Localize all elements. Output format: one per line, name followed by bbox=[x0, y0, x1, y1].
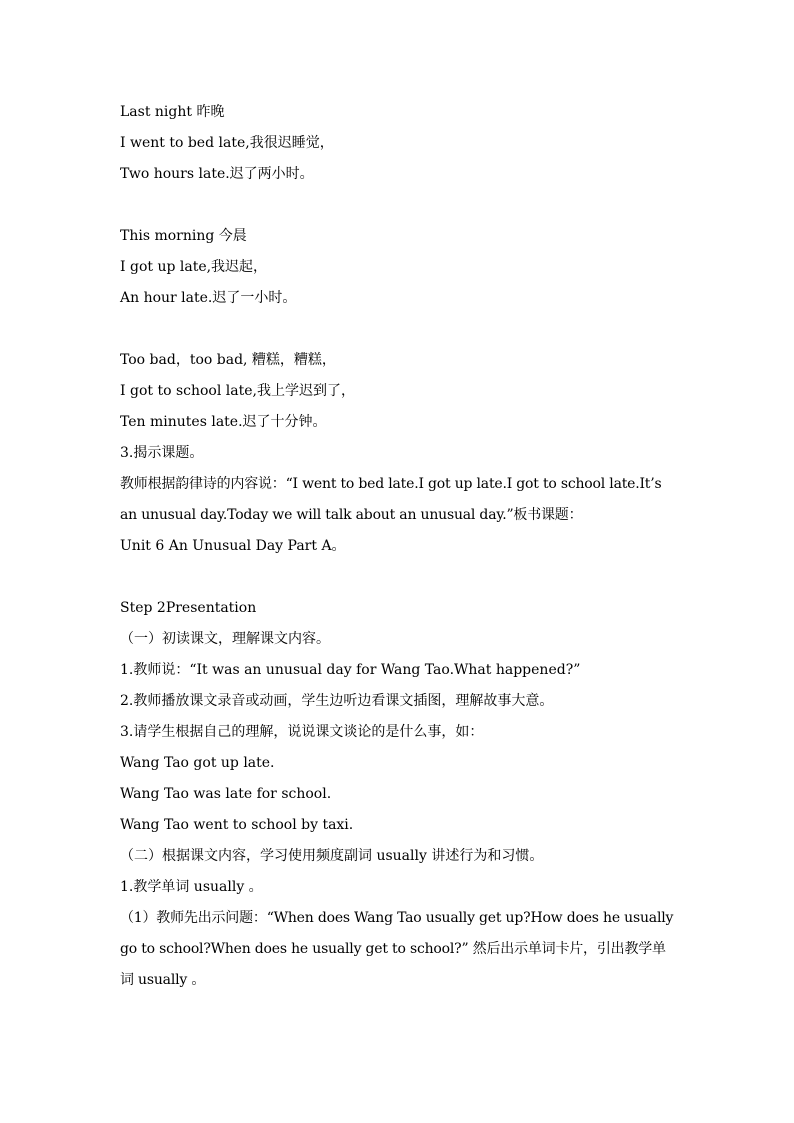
example-line: Wang Tao went to school by taxi. bbox=[120, 817, 354, 833]
example-line: Wang Tao was late for school. bbox=[120, 786, 332, 802]
text-line: 1.教师说：“It was an unusual day for Wang Tao.What happened?” bbox=[120, 662, 581, 678]
text-line: I got up late,我迟起， bbox=[120, 259, 268, 275]
text-line: Ten minutes late.迟了十分钟。 bbox=[120, 414, 327, 430]
example-line: Wang Tao got up late. bbox=[120, 755, 275, 771]
text-line: 1.教学单词 usually 。 bbox=[120, 879, 263, 895]
text-line: This morning 今晨 bbox=[120, 228, 247, 244]
text-line: Too bad，too bad, 糟糕，糟糕， bbox=[120, 352, 336, 368]
subsection-heading: （二）根据课文内容，学习使用频度副词 usually 讲述行为和习惯。 bbox=[120, 848, 544, 864]
section-heading: 3.揭示课题。 bbox=[120, 445, 204, 461]
lesson-title: Unit 6 An Unusual Day Part A。 bbox=[120, 538, 346, 554]
step-heading: Step 2Presentation bbox=[120, 600, 257, 616]
paragraph: （1）教师先出示问题：“When does Wang Tao usually get up?How does he usually go to school?When does he usually get to school?” 然后出示单词卡片，引出教学单词 usually 。 bbox=[120, 910, 674, 988]
blank-line bbox=[120, 314, 676, 345]
blank-line bbox=[120, 190, 676, 221]
text-line: I went to bed late,我很迟睡觉， bbox=[120, 135, 334, 151]
paragraph: 教师根据韵律诗的内容说：“I went to bed late.I got up late.I got to school late.It’s an unusual day.Today we will talk about an unusual day.”板书课题： bbox=[120, 476, 662, 523]
text-line: An hour late.迟了一小时。 bbox=[120, 290, 297, 306]
document-body bbox=[120, 97, 676, 996]
text-line: 2.教师播放课文录音或动画，学生边听边看课文插图，理解故事大意。 bbox=[120, 693, 554, 709]
subsection-heading: （一）初读课文，理解课文内容。 bbox=[120, 631, 330, 647]
blank-line bbox=[120, 562, 676, 593]
text-line: Two hours late.迟了两小时。 bbox=[120, 166, 314, 182]
text-line: 3.请学生根据自己的理解，说说课文谈论的是什么事，如： bbox=[120, 724, 484, 740]
text-line: Last night 昨晚 bbox=[120, 104, 225, 120]
text-line: I got to school late,我上学迟到了， bbox=[120, 383, 355, 399]
